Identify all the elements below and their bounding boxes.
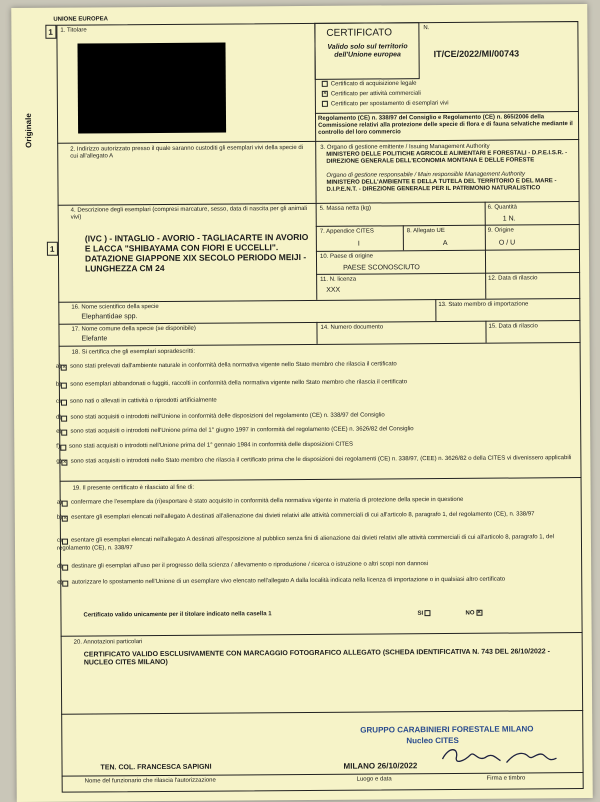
checkbox[interactable]: [425, 610, 431, 616]
checkbox[interactable]: [61, 415, 67, 421]
paese-label: 10. Paese di origine: [319, 253, 374, 260]
paese-value: PAESE SCONOSCIUTO: [343, 264, 420, 272]
signature-icon: [436, 740, 566, 771]
data-rilascio-label: 12. Data di rilascio: [488, 275, 538, 282]
place-date: MILANO 26/10/2022: [343, 761, 418, 771]
section18-title: 18. Si certifica che gli esemplari sopradescritti:: [71, 348, 196, 356]
cert-type-row-1: × Certificato per attività commerciali: [323, 90, 421, 98]
cert-number: IT/CE/2022/MI/00743: [433, 48, 520, 60]
stamp-line2: Nucleo CITES: [406, 735, 459, 746]
checkbox[interactable]: [60, 444, 66, 450]
box-number: 1: [48, 27, 53, 37]
checkbox[interactable]: [63, 580, 69, 586]
checkbox[interactable]: [62, 500, 68, 506]
descrizione-text: (IVC ) - INTAGLIO - AVORIO - TAGLIACARTE IN AVORIO E LACCA "SHIBAYAMA CON FIORI E UCCELLI". DATAZIONE GIAPPONE XIX SECOLO PERIODO MEIJI - LUNGHEZZA CM 24: [84, 231, 309, 274]
checkbox-checked[interactable]: ×: [62, 459, 67, 466]
section20-title: 20. Annotazioni particolari: [73, 639, 143, 646]
side-label: Originale: [23, 113, 34, 148]
section19-title: 19. Il presente certificato è rilasciato al fine di:: [72, 484, 195, 492]
checkbox-checked[interactable]: ×: [477, 609, 481, 616]
checkbox-checked[interactable]: ×: [323, 90, 327, 97]
cert-type-row-2: Certificato per spostamento di esemplari vivi: [322, 100, 449, 108]
checkbox[interactable]: [322, 81, 328, 87]
s18-item-g: g)× sono stati acquisiti o introdotti nello Stato membro che rilascia il certificato prima che le disposizioni dei regolamenti (CE) n. 338/97, (CEE) n. 3626/82 o della CITES vi divenissero applicabili: [56, 455, 572, 466]
no-option: NO ×: [465, 609, 481, 617]
valid-only-text: Certificato valido unicamente per il titolare indicato nella casella 1: [83, 611, 272, 619]
appendice-label: 7. Appendice CITES: [319, 228, 374, 235]
redacted-holder: [77, 43, 226, 134]
documento-label: 14. Numero documento: [320, 324, 384, 331]
checkbox-checked[interactable]: ×: [62, 364, 66, 371]
s19-item-c: c) esentare gli esemplari elencati nell'allegato A destinati all'esposizione al pubblico senza fini di alienazione dai divieti relativi alle attività commerciali di cui all'articolo 8, paragrafo 1, del regolamento (CE), n. 338/97: [56, 534, 555, 552]
descrizione-label: 4. Descrizione degli esemplari (compresi marcature, sesso, data di nascita per gli animali vivi): [70, 205, 308, 221]
checkbox[interactable]: [62, 538, 68, 544]
si-option: SI: [417, 610, 433, 618]
officer-name: TEN. COL. FRANCESCA SAPIGNI: [100, 763, 212, 772]
organo-resp-text: MINISTERO DELL'AMBIENTE E DELLA TUTELA DEL TERRITORIO E DEL MARE - D.I.P.E.N.T. - DIREZIONE GENERALE PER IL PATRIMONIO NATURALISTICO: [326, 178, 557, 193]
organo-label: 3. Organo di gestione emittente / Issuing Management Authority: [320, 143, 490, 151]
nome-comune-label: 17. Nome comune della specie (se disponibile): [71, 325, 196, 333]
annotation-text: CERTIFICATO VALIDO ESCLUSIVAMENTE CON MARCAGGIO FOTOGRAFICO ALLEGATO (SCHEDA IDENTIFICATIVA N. 743 DEL 26/10/2022 - NUCLEO CITES MILANO): [83, 648, 550, 667]
s19-item-b: b)× esentare gli esemplari elencati nell'allegato A destinati all'alienazione dai divieti relativi alle attività commerciali di cui all'articolo 8, paragrafo 1, del regolamento (CE), n. 338/97: [56, 511, 535, 522]
checkbox[interactable]: [322, 101, 328, 107]
indirizzo-label: 2. Indirizzo autorizzato presso il quale saranno custoditi gli esemplari vivi della specie di cui all'allegato A: [70, 144, 304, 160]
s18-item-c: c) sono nati o allevati in cattività o riprodotti artificialmente: [55, 397, 217, 405]
cert-title: CERTIFICATO: [326, 27, 393, 39]
stato-label: 13. Stato membro di importazione: [438, 301, 529, 309]
nome-scientifico-value: Elephantidae spp.: [81, 313, 138, 321]
allegato-label: 8. Allegato UE: [406, 227, 445, 235]
origine-label: 9. Origine: [487, 227, 514, 234]
nome-scientifico-label: 16. Nome scientifico della specie: [71, 303, 159, 311]
descrizione-number: 1: [49, 244, 55, 254]
titolare-label: 1. Titolare: [60, 27, 87, 34]
licenza-value: XXX: [326, 286, 341, 294]
s18-item-f: f) sono stati acquisiti o introdotti nell'Unione prima del 1° gennaio 1984 in conformità delle disposizioni CITES: [56, 441, 354, 450]
s19-item-d: d) destinare gli esemplari all'uso per il progresso della scienza / allevamento o riproduzione / ricerca o istruzione o altri scopi non dannosi: [57, 561, 429, 570]
s18-item-d: d) sono stati acquisiti o introdotti nell'Unione in conformità delle disposizioni del regolamento (CE) n. 338/97 del Consiglio: [56, 412, 385, 421]
checkbox[interactable]: [61, 399, 67, 405]
sign-label: Firma e timbro: [486, 775, 526, 782]
checkbox-checked[interactable]: ×: [63, 515, 67, 522]
allegato-value: A: [442, 239, 448, 248]
n-label: N.: [423, 25, 430, 32]
organo-resp-label: Organo di gestione responsabile / Main responsible Management Authority: [326, 171, 525, 179]
nome-comune-value: Elefante: [81, 335, 108, 343]
s18-item-b: b) sono esemplari abbandonati o fuggiti, raccolti in conformità della normativa vigente nello Stato membro che rilascia il certificato: [55, 379, 408, 388]
appendice-value: I: [357, 240, 360, 248]
s18-item-a: a)× sono stati prelevati dall'ambiente naturale in conformità della normativa vigente nello Stato membro che rilascia il certificato: [55, 361, 397, 371]
checkbox[interactable]: [62, 429, 68, 435]
checkbox[interactable]: [62, 564, 68, 570]
s19-item-e: e) autorizzare lo spostamento nell'Unione di un esemplare vivo elencato nell'allegato A dalla località indicata nella licenza di importazione o in qualsiasi altro certificato: [57, 576, 506, 586]
stamp-line1: GRUPPO CARABINIERI FORESTALE MILANO: [360, 724, 534, 735]
organo-text: MINISTERO DELLE POLITICHE AGRICOLE ALIMENTARI E FORESTALI - D.P.E.I.S.R. - DIREZIONE GENERALE DELL'ECONOMIA MONTANA E DELLE FORESTE: [326, 150, 568, 165]
union-label: UNIONE EUROPEA: [53, 16, 109, 23]
massa-label: 5. Massa netta (kg): [319, 205, 372, 212]
regulation-text: Regolamento (CE) n. 338/97 del Consiglio e Regolamento (CE) n. 865/2006 della Commissione relativi alla protezione delle specie di flora e di fauna selvatiche mediante il controllo del loro commercio: [317, 114, 573, 136]
certificate-sheet: [11, 4, 593, 802]
quantita-label: 6. Quantità: [487, 204, 518, 211]
quantita-value: 1 N.: [502, 215, 516, 223]
place-label: Luogo e data: [356, 776, 392, 783]
data-rilascio2-label: 15. Data di rilascio: [488, 323, 538, 330]
licenza-label: 11. N. licenza: [320, 276, 357, 283]
checkbox[interactable]: [61, 382, 67, 388]
validity-note: Valido solo sul territorio dell'Unione europea: [327, 43, 408, 59]
s19-item-a: a) confermare che l'esemplare da (ri)esportare è stato acquisito in conformità della normativa vigente in materia di protezione della specie in questione: [56, 496, 464, 506]
s18-item-e: e) sono stati acquisiti o introdotti nell'Unione prima del 1° giugno 1997 in conformità del regolamento (CEE) n. 3626/82 del Consiglio: [56, 426, 414, 435]
officer-label: Nome del funzionario che rilascia l'autorizzazione: [84, 777, 216, 785]
cert-type-row-0: Certificato di acquisizione legale: [322, 80, 417, 88]
origine-value: O / U: [498, 239, 516, 247]
